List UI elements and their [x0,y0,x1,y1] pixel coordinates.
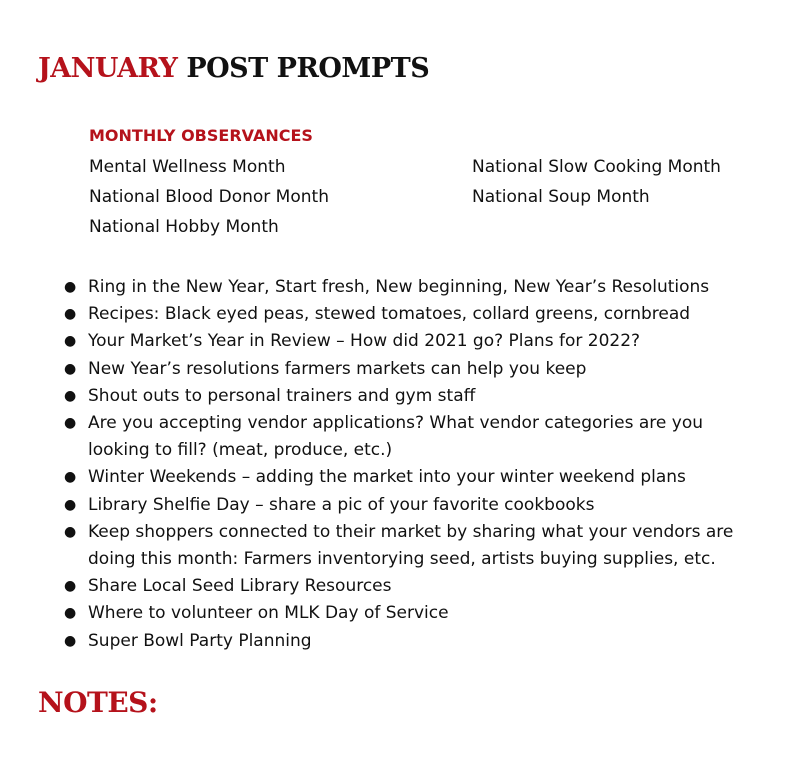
prompt-list-item [58,464,778,491]
observance-item: National Blood Donor Month [89,187,329,207]
observance-item: Mental Wellness Month [89,157,286,177]
prompt-list-item [58,573,778,600]
prompt-line: Your Market’s Year in Review – How did 2021 go? Plans for 2022? [88,331,641,352]
prompt-line: Keep shoppers connected to their market by sharing what your vendors are [88,521,734,542]
monthly-observances-section [89,126,769,242]
prompt-line: Ring in the New Year, Start fresh, New beginning, New Year’s Resolutions [88,277,710,297]
title-rest: POST PROMPTS [186,53,430,84]
bullet-icon: ● [64,387,77,404]
prompt-line: Are you accepting vendor applications? What vendor categories are you [88,413,703,434]
prompt-list-item [58,383,778,410]
bullet-icon: ● [64,333,77,350]
prompt-list-item [58,600,778,627]
observance-item: National Hobby Month [89,217,279,237]
prompt-list-item [58,628,778,655]
prompt-line: New Year’s resolutions farmers markets can help you keep [88,358,587,379]
bullet-icon: ● [64,578,77,595]
post-prompts-list [58,274,778,655]
page-title [38,53,429,84]
prompt-line: Super Bowl Party Planning [88,630,312,651]
observance-item: National Soup Month [472,187,650,207]
bullet-icon: ● [64,469,77,486]
prompt-line: Shout outs to personal trainers and gym staff [88,385,476,406]
bullet-icon: ● [64,496,77,513]
notes-heading: NOTES: [38,686,158,719]
observances-grid [89,152,769,242]
bullet-icon: ● [64,605,77,622]
bullet-icon: ● [64,279,77,295]
prompt-line: Library Shelfie Day – share a pic of your favorite cookbooks [88,494,595,515]
prompt-line: doing this month: Farmers inventorying seed, artists buying supplies, etc. [88,549,716,570]
title-month: JANUARY [38,53,178,84]
prompt-line: Where to volunteer on MLK Day of Service [88,603,449,624]
prompt-list-item [58,410,778,464]
observance-item: National Slow Cooking Month [472,157,721,177]
prompt-list-item [58,301,778,328]
prompt-list-item [58,492,778,519]
prompt-line: looking to fill? (meat, produce, etc.) [88,440,393,461]
prompt-list-item [58,519,778,573]
prompt-list-item [58,328,778,355]
prompt-list-item [58,356,778,383]
prompt-list-item [58,274,778,301]
bullet-icon: ● [64,632,77,649]
bullet-icon: ● [64,523,77,540]
observances-heading: MONTHLY OBSERVANCES [89,126,313,145]
prompt-line: Recipes: Black eyed peas, stewed tomatoes, collard greens, cornbread [88,304,691,325]
bullet-icon: ● [64,360,77,377]
bullet-icon: ● [64,306,77,323]
prompt-line: Share Local Seed Library Resources [88,576,392,597]
bullet-icon: ● [64,415,77,432]
prompt-line: Winter Weekends – adding the market into your winter weekend plans [88,467,686,488]
